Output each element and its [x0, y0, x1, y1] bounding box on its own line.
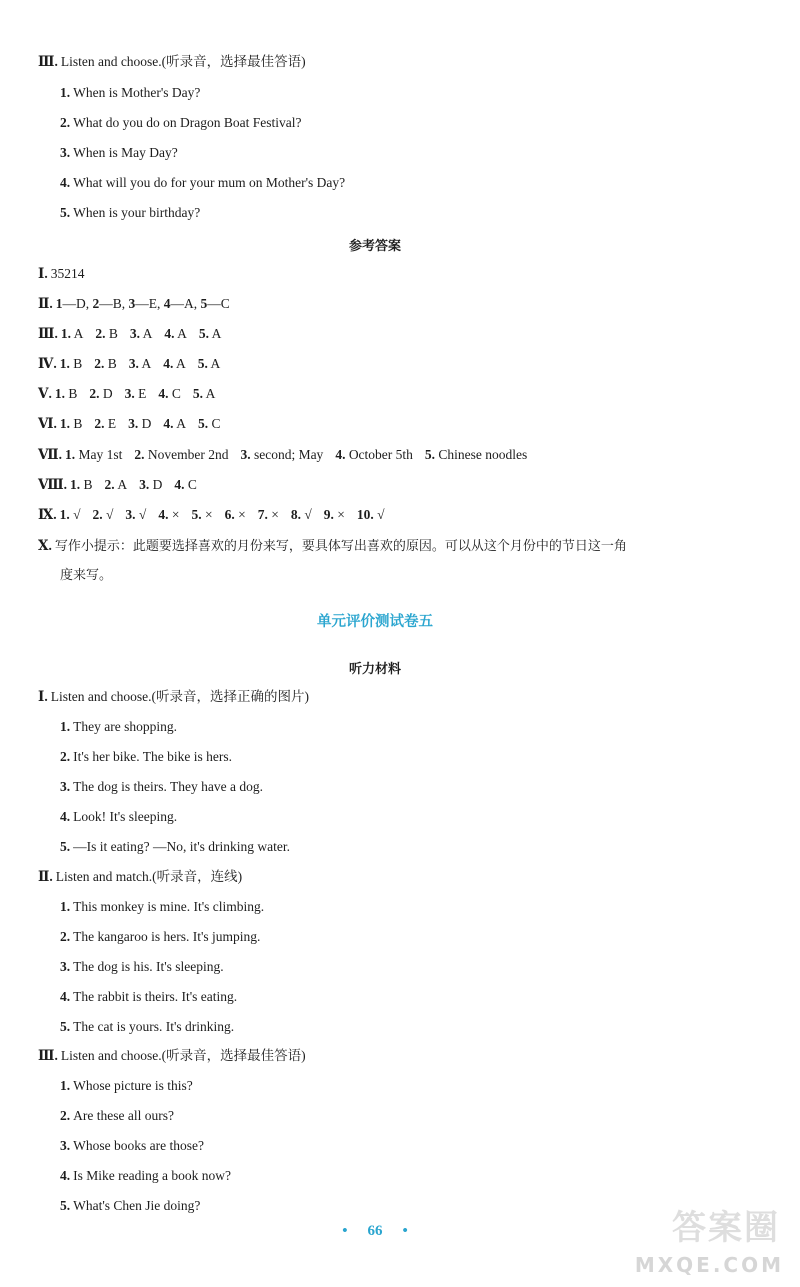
list-item: 2. What do you do on Dragon Boat Festival? — [60, 115, 302, 130]
section-header: Ⅲ. Listen and choose.(听录音，选择最佳答语) — [38, 54, 306, 69]
list-item: 3. The dog is theirs. They have a dog. — [60, 779, 263, 794]
section-header: Ⅰ. Listen and choose.(听录音，选择正确的图片) — [38, 689, 310, 704]
page-number-value: 66 — [367, 1223, 383, 1239]
list-item: 5. When is your birthday? — [60, 205, 201, 220]
answer-row: Ⅰ. 35214 — [38, 266, 85, 281]
answer-row: Ⅷ. 1. B 2. A 3. D 4. C — [38, 477, 197, 492]
list-item: 5. —Is it eating? —No, it's drinking water. — [60, 839, 291, 854]
list-item: 1. This monkey is mine. It's climbing. — [60, 899, 265, 914]
watermark-logo: 答案圈 — [672, 1208, 780, 1248]
answer-row-writing-tip: Ⅹ. 写作小提示：此题要选择喜欢的月份来写，要具体写出喜欢的原因。可以从这个月份中的节日这一角 — [38, 538, 627, 554]
answer-row: Ⅸ. 1. √ 2. √ 3. √ 4. × 5. × 6. × 7. × 8. √ 9. × 10. √ — [38, 507, 385, 522]
list-item: 4. Look! It's sleeping. — [60, 809, 178, 824]
watermark — [594, 1203, 794, 1283]
answer-row: Ⅱ. 1—D, 2—B, 3—E, 4—A, 5—C — [38, 296, 230, 311]
answer-row: Ⅶ. 1. May 1st 2. November 2nd 3. second; May 4. October 5th 5. Chinese noodles — [38, 447, 528, 462]
list-item: 1. When is Mother's Day? — [60, 85, 201, 100]
list-item: 4. The rabbit is theirs. It's eating. — [60, 989, 238, 1004]
list-item: 3. The dog is his. It's sleeping. — [60, 959, 224, 974]
listening-material-heading: 听力材料 — [348, 662, 401, 677]
list-item: 2. The kangaroo is hers. It's jumping. — [60, 929, 261, 944]
list-item: 3. Whose books are those? — [60, 1138, 204, 1153]
section-header: Ⅲ. Listen and choose.(听录音，选择最佳答语) — [38, 1048, 306, 1063]
answer-row: Ⅲ. 1. A 2. B 3. A 4. A 5. A — [38, 326, 222, 341]
list-item: 2. Are these all ours? — [60, 1108, 174, 1123]
footer-dot-left: • — [342, 1223, 348, 1239]
list-item: 1. They are shopping. — [60, 719, 177, 734]
list-item: 3. When is May Day? — [60, 145, 178, 160]
section-header: Ⅱ. Listen and match.(听录音，连线) — [38, 869, 243, 884]
watermark-url: MXQE.COM — [634, 1253, 784, 1277]
unit-title: 单元评价测试卷五 — [317, 614, 433, 630]
list-item: 4. Is Mike reading a book now? — [60, 1168, 231, 1183]
list-item: 2. It's her bike. The bike is hers. — [60, 749, 233, 764]
footer-dot-right: • — [402, 1223, 408, 1239]
answer-row: Ⅳ. 1. B 2. B 3. A 4. A 5. A — [38, 356, 221, 371]
list-item: 1. Whose picture is this? — [60, 1078, 193, 1093]
list-item: 4. What will you do for your mum on Mother's Day? — [60, 175, 346, 190]
answer-row-writing-tip-cont: 度来写。 — [60, 568, 113, 583]
list-item: 5. The cat is yours. It's drinking. — [60, 1019, 235, 1034]
answers-heading: 参考答案 — [348, 239, 401, 254]
answer-row: Ⅴ. 1. B 2. D 3. E 4. C 5. A — [38, 386, 216, 401]
answer-row: Ⅵ. 1. B 2. E 3. D 4. A 5. C — [38, 416, 221, 431]
list-item: 5. What's Chen Jie doing? — [60, 1198, 201, 1213]
